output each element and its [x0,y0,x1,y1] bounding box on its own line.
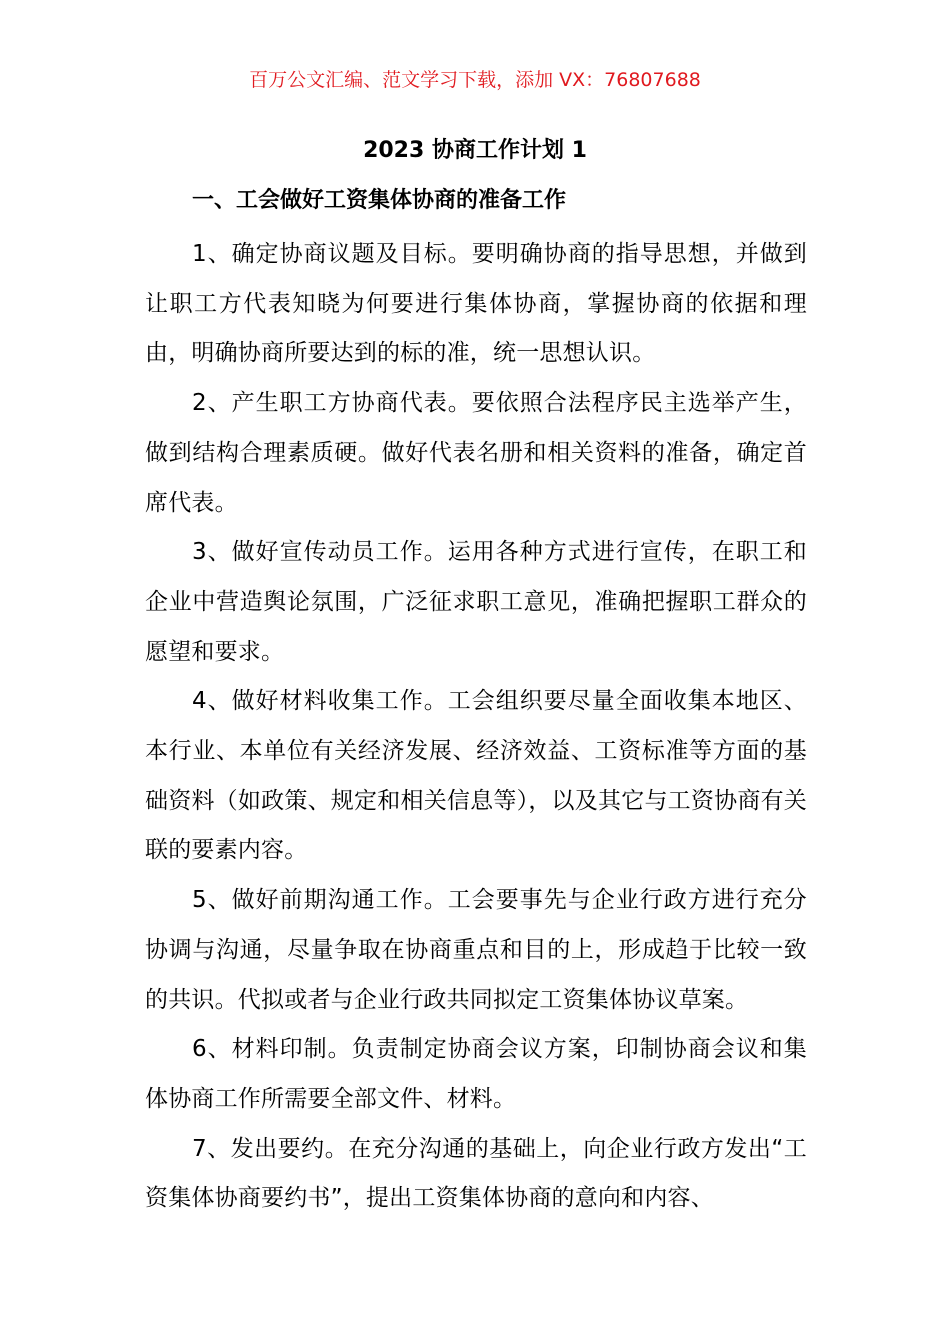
paragraph-5: 5、做好前期沟通工作。工会要事先与企业行政方进行充分协调与沟通，尽量争取在协商重点和目的上，形成趋于比较一致的共识。代拟或者与企业行政共同拟定工资集体协议草案。 [145,887,807,1013]
paragraph-4: 4、做好材料收集工作。工会组织要尽量全面收集本地区、本行业、本单位有关经济发展、经济效益、工资标准等方面的基础资料（如政策、规定和相关信息等），以及其它与工资协商有关联的要素内容。 [145,688,807,864]
paragraph-1: 1、确定协商议题及目标。要明确协商的指导思想，并做到让职工方代表知晓为何要进行集体协商，掌握协商的依据和理由，明确协商所要达到的标的准，统一思想认识。 [145,241,807,367]
section-heading: 一、工会做好工资集体协商的准备工作 [192,188,567,213]
watermark-header: 百万公文汇编、范文学习下载，添加 VX：76807688 [249,69,701,91]
paragraph-2: 2、产生职工方协商代表。要依照合法程序民主选举产生，做到结构合理素质硬。做好代表名册和相关资料的准备，确定首席代表。 [145,390,807,516]
paragraph-7: 7、发出要约。在充分沟通的基础上，向企业行政方发出“工资集体协商要约书”，提出工资集体协商的意向和内容、 [145,1135,807,1212]
document-body [145,230,807,1224]
document-title: 2023 协商工作计划 1 [363,138,587,163]
paragraph-6: 6、材料印制。负责制定协商会议方案，印制协商会议和集体协商工作所需要全部文件、材料。 [145,1036,807,1112]
paragraph-3: 3、做好宣传动员工作。运用各种方式进行宣传，在职工和企业中营造舆论氛围，广泛征求职工意见，准确把握职工群众的愿望和要求。 [145,539,807,665]
